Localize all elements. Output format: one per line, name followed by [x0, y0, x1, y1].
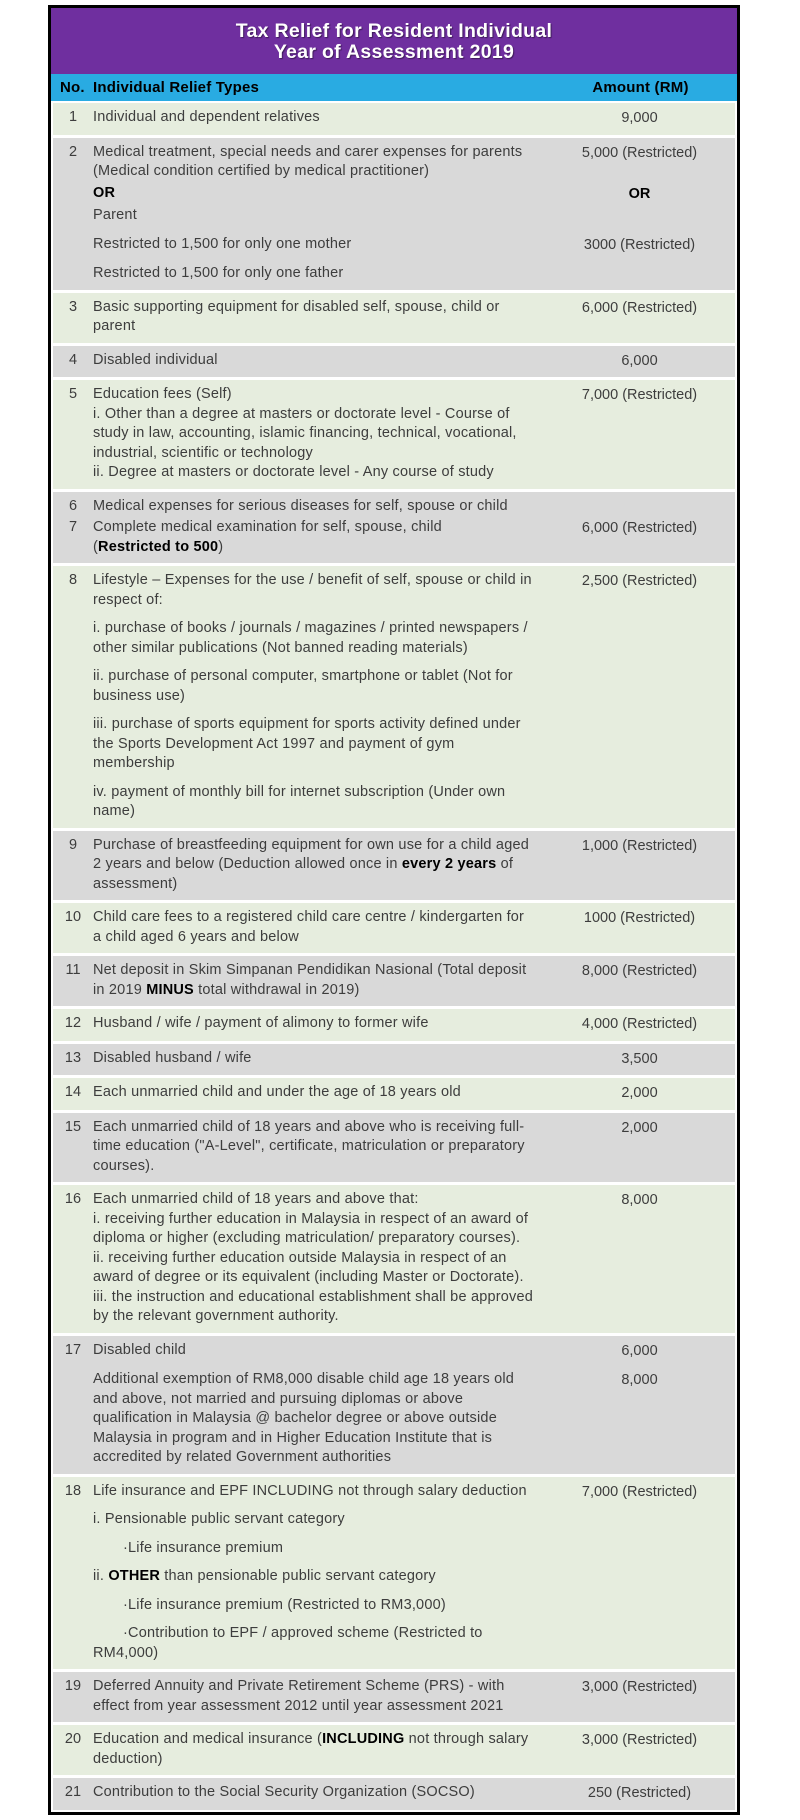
description-paragraph: Complete medical examination for self, spouse, child [93, 519, 442, 535]
title-line-2: Year of Assessment 2019 [273, 41, 515, 63]
relief-description [93, 497, 544, 517]
relief-description [93, 1783, 544, 1803]
relief-band [53, 138, 735, 290]
amount-value: 3000 (Restricted) [583, 236, 696, 253]
relief-band [53, 380, 735, 489]
description-paragraph: iv. payment of monthly bill for internet subscription (Under own name) [93, 783, 506, 819]
amount-value: 1000 (Restricted) [583, 910, 696, 926]
table-row [53, 1341, 735, 1362]
row-number: 12 [64, 1015, 82, 1031]
description-paragraph: ·Contribution to EPF / approved scheme (Restricted to RM4,000) [93, 1625, 483, 1661]
amount-value: 6,000 [621, 1342, 658, 1359]
description-paragraph: Medical treatment, special needs and carer expenses for parents (Medical condition certified by medical practitioner) [93, 143, 523, 179]
description-paragraph: ·Life insurance premium (Restricted to RM3,000) [123, 1596, 446, 1613]
amount-value: 7,000 (Restricted) [581, 387, 698, 403]
amount-value: 3,000 (Restricted) [581, 1679, 698, 1695]
amount-value: 250 (Restricted) [587, 1785, 692, 1801]
relief-description [93, 836, 544, 895]
relief-band [53, 1078, 735, 1110]
description-paragraph: Disabled individual [93, 351, 218, 368]
relief-description [93, 1118, 544, 1177]
relief-description [93, 1014, 544, 1034]
amount-value [544, 497, 735, 498]
relief-description [93, 298, 544, 337]
table-row [53, 1783, 735, 1804]
relief-description [93, 518, 544, 557]
column-header-no: No. [60, 79, 85, 96]
description-paragraph: ii. purchase of personal computer, smartphone or tablet (Not for business use) [93, 668, 513, 704]
table-row [53, 571, 735, 822]
row-number: 17 [64, 1341, 82, 1358]
relief-band [53, 1044, 735, 1076]
description-paragraph: Restricted to 1,500 for only one mother [93, 235, 352, 252]
amount-value: 3,500 [621, 1050, 658, 1067]
description-paragraph: Each unmarried child of 18 years and above that: [93, 1191, 419, 1207]
table-row [53, 836, 735, 895]
relief-band [53, 346, 735, 378]
amount-value: 9,000 [621, 110, 658, 126]
column-header-amount: Amount (RM) [592, 79, 689, 96]
table-row [53, 1083, 735, 1104]
amount-value: 1,000 (Restricted) [581, 837, 698, 854]
relief-band [53, 1336, 735, 1474]
amount-value: OR [628, 185, 651, 202]
relief-band [53, 1009, 735, 1041]
row-number: 8 [68, 572, 78, 588]
amount-value: 6,000 [621, 352, 658, 369]
row-number: 16 [64, 1191, 82, 1207]
relief-band [53, 566, 735, 828]
table-row [53, 1677, 735, 1716]
amount-value: 7,000 (Restricted) [581, 1483, 698, 1500]
relief-description [93, 571, 544, 822]
relief-description [93, 184, 544, 204]
relief-description [93, 264, 544, 284]
relief-description [93, 108, 544, 128]
description-paragraph: i. purchase of books / journals / magazines / printed newspapers / other similar publications (Not banned reading materials) [93, 620, 528, 656]
amount-value: 6,000 (Restricted) [581, 520, 698, 536]
description-paragraph: Child care fees to a registered child care centre / kindergarten for a child aged 6 years and below [93, 909, 525, 945]
description-paragraph: Disabled husband / wife [93, 1049, 252, 1066]
table-row [53, 1482, 735, 1664]
table-row [53, 108, 735, 129]
relief-description [93, 1049, 544, 1069]
row-number: 10 [64, 909, 82, 925]
table-row [53, 1370, 735, 1468]
description-paragraph: i. Other than a degree at masters or doctorate level - Course of study in law, accounting, islamic financing, technical, vocational, industrial, scientific or technology [93, 405, 517, 461]
amount-value [544, 264, 735, 265]
table-row [53, 1730, 735, 1769]
table-row [53, 497, 735, 517]
relief-band [53, 1477, 735, 1670]
amount-value: 8,000 [621, 1192, 658, 1208]
table-body [51, 101, 737, 1812]
row-number: 7 [68, 519, 78, 535]
description-paragraph: Restricted to 1,500 for only one father [93, 265, 344, 281]
description-paragraph: Additional exemption of RM8,000 disable child age 18 years old and above, not married and pursuing diplomas or above qualification in Malaysia @ bachelor degree or above outside Malaysia in program and in Higher Education Institute that is accredited by related Government authorities [93, 1371, 515, 1465]
description-paragraph: Education fees (Self) [93, 386, 232, 402]
amount-value: 8,000 [621, 1372, 658, 1388]
table-row [53, 518, 735, 557]
relief-description [93, 908, 544, 947]
description-paragraph: Husband / wife / payment of alimony to former wife [93, 1015, 429, 1031]
relief-band [53, 956, 735, 1006]
relief-band [53, 1778, 735, 1810]
tax-relief-table [48, 5, 740, 1815]
table-row [53, 385, 735, 483]
description-paragraph: Parent [93, 207, 137, 223]
description-paragraph: ii. OTHER than pensionable public servant category [93, 1568, 436, 1584]
description-paragraph: Each unmarried child of 18 years and above who is receiving full-time education ("A-Level", certificate, matriculation or preparatory courses). [93, 1118, 525, 1174]
description-paragraph: Life insurance and EPF INCLUDING not through salary deduction [93, 1482, 527, 1499]
relief-description [93, 1370, 544, 1468]
description-paragraph: Contribution to the Social Security Organization (SOCSO) [93, 1784, 475, 1800]
description-paragraph: Disabled child [93, 1341, 187, 1358]
row-number: 21 [64, 1784, 82, 1800]
relief-description [93, 1482, 544, 1664]
table-row [53, 1118, 735, 1177]
relief-band [53, 1725, 735, 1775]
description-paragraph: i. Pensionable public servant category [93, 1511, 345, 1527]
row-number: 4 [68, 351, 78, 368]
amount-value: 8,000 (Restricted) [581, 963, 698, 979]
relief-band [53, 293, 735, 343]
description-paragraph: Deferred Annuity and Private Retirement Scheme (PRS) - with effect from year assessment 2012 until year assessment 2021 [93, 1678, 505, 1714]
row-number: 14 [64, 1084, 82, 1100]
table-row [53, 351, 735, 372]
row-number: 11 [65, 962, 81, 978]
amount-value: 2,000 [621, 1119, 658, 1136]
column-header-relief-types: Individual Relief Types [93, 79, 260, 96]
table-row [53, 184, 735, 205]
table-row [53, 264, 735, 284]
description-paragraph: i. receiving further education in Malaysia in respect of an award of diploma or higher (excluding matriculation/ preparatory courses). [93, 1210, 529, 1246]
table-row [53, 1049, 735, 1070]
relief-band [53, 1113, 735, 1183]
relief-description [93, 385, 544, 483]
row-number: 15 [64, 1118, 82, 1135]
relief-description [93, 1190, 544, 1327]
description-paragraph: iii. the instruction and educational establishment shall be approved by the relevant government authority. [93, 1288, 534, 1324]
relief-description [93, 1677, 544, 1716]
amount-value: 3,000 (Restricted) [581, 1732, 698, 1748]
description-paragraph: Basic supporting equipment for disabled self, spouse, child or parent [93, 298, 500, 334]
amount-value [544, 206, 735, 207]
description-paragraph: ii. receiving further education outside Malaysia in respect of an award of degree or its equivalent (including Master or Doctorate). [93, 1249, 524, 1285]
row-number: 19 [64, 1678, 82, 1694]
table-row [53, 298, 735, 337]
relief-band [53, 903, 735, 953]
relief-description [93, 351, 544, 371]
relief-description [93, 1730, 544, 1769]
table-row [53, 908, 735, 947]
description-paragraph: Lifestyle – Expenses for the use / benefit of self, spouse or child in respect of: [93, 572, 532, 608]
row-number: 3 [68, 298, 78, 315]
description-paragraph: Each unmarried child and under the age of 18 years old [93, 1084, 461, 1100]
table-row [53, 1190, 735, 1327]
description-paragraph: Medical expenses for serious diseases for self, spouse or child [93, 497, 508, 514]
row-number: 9 [68, 836, 78, 853]
table-row [53, 1014, 735, 1035]
description-paragraph: Individual and dependent relatives [93, 109, 320, 125]
description-paragraph: Purchase of breastfeeding equipment for own use for a child aged 2 years and below (Deduction allowed once in every 2 years of assessment) [93, 836, 529, 892]
table-row [53, 143, 735, 182]
row-number: 20 [64, 1731, 82, 1747]
table-header-row [51, 74, 737, 101]
relief-band [53, 1185, 735, 1333]
row-number: 6 [68, 497, 78, 514]
description-paragraph: Education and medical insurance (INCLUDING not through salary deduction) [93, 1731, 529, 1767]
description-paragraph: ·Life insurance premium [123, 1539, 284, 1556]
description-paragraph: iii. purchase of sports equipment for sports activity defined under the Sports Development Act 1997 and payment of gym membership [93, 716, 521, 771]
relief-band [53, 103, 735, 135]
row-number: 5 [68, 386, 78, 402]
description-paragraph: (Restricted to 500) [93, 538, 224, 555]
table-row [53, 235, 735, 256]
relief-description [93, 235, 544, 255]
description-paragraph: ii. Degree at masters or doctorate level - Any course of study [93, 464, 494, 480]
title-line-1: Tax Relief for Resident Individual [235, 20, 553, 42]
table-row [53, 961, 735, 1000]
row-number: 13 [64, 1049, 82, 1066]
relief-description [93, 961, 544, 1000]
relief-description [93, 143, 544, 182]
row-number: 1 [68, 109, 78, 125]
relief-description [93, 1083, 544, 1103]
relief-band [53, 1672, 735, 1722]
description-paragraph: Net deposit in Skim Simpanan Pendidikan Nasional (Total deposit in 2019 MINUS total withdrawal in 2019) [93, 962, 527, 998]
relief-band [53, 831, 735, 901]
amount-value: 4,000 (Restricted) [581, 1016, 698, 1032]
amount-value: 2,500 (Restricted) [581, 573, 698, 589]
amount-value: 6,000 (Restricted) [581, 299, 698, 316]
description-paragraph: OR [93, 184, 116, 201]
relief-band [53, 492, 735, 564]
row-number: 2 [68, 143, 78, 160]
table-row [53, 206, 735, 226]
row-number: 18 [64, 1482, 82, 1499]
relief-description [93, 206, 544, 226]
relief-description [93, 1341, 544, 1361]
amount-value: 5,000 (Restricted) [581, 144, 698, 161]
document-title-band [51, 8, 737, 74]
amount-value: 2,000 [621, 1085, 658, 1101]
